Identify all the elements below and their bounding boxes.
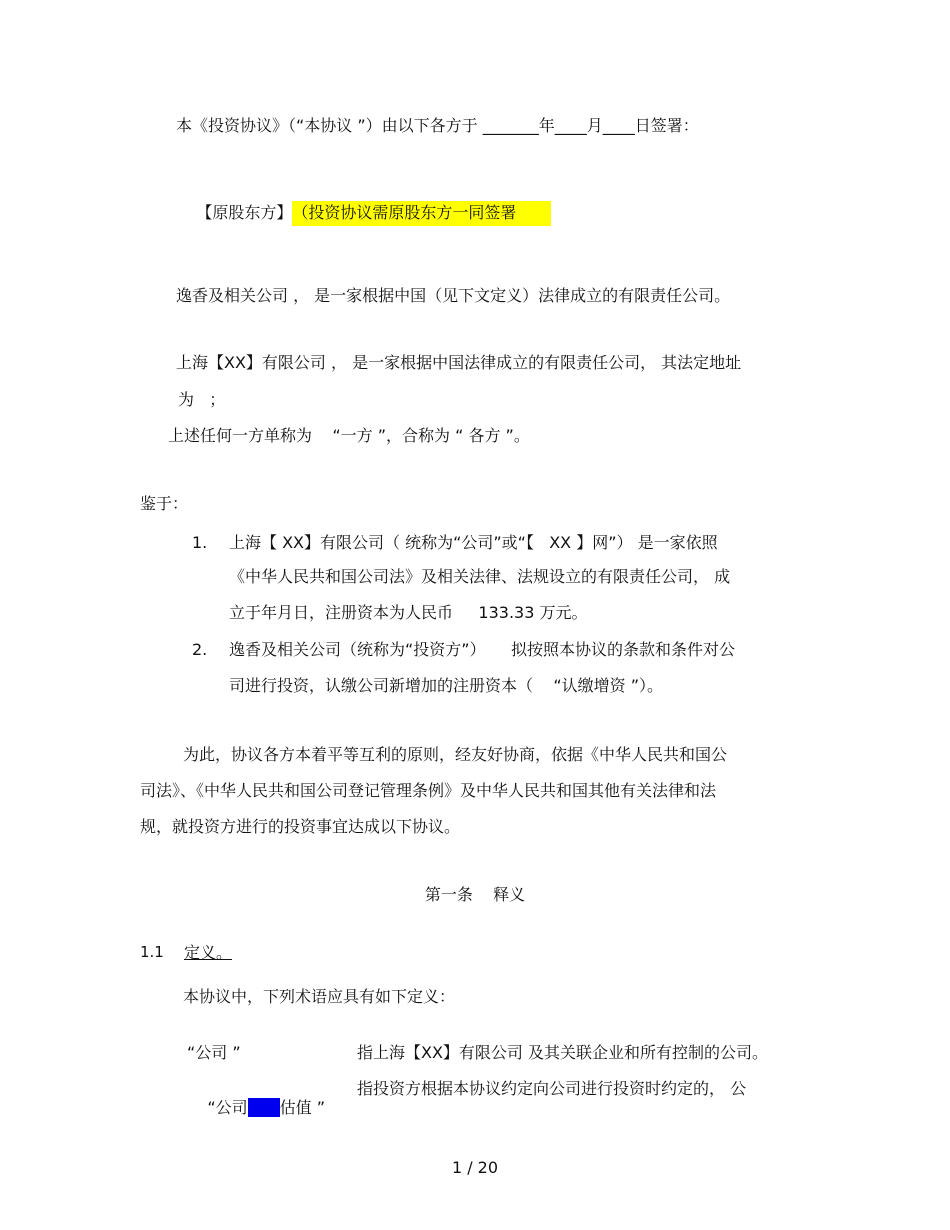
definition-term: “公司 ” [187,1043,241,1062]
article-title: 第一条 释义 [424,885,526,904]
recital-line: 规，就投资方进行的投资事宜达成以下协议。 [140,817,461,836]
original-shareholder-line [176,182,551,246]
company-party-line1: 上海【XX】有限公司 ， 是一家根据中国法律成立的有限责任公司， 其法定地址 [176,353,742,372]
definition-term [187,1079,325,1137]
page-number: 1 / 20 [451,1158,499,1177]
company-party-line2: 为 ； [178,390,226,409]
definition-term-prefix: “公司 [207,1098,248,1118]
whereas-heading: 鉴于： [140,494,189,513]
investor-party: 逸香及相关公司 ， 是一家根据中国（见下文定义）法律成立的有限责任公司。 [176,286,731,305]
definition-term-highlight: 投后 [247,1098,280,1118]
definition-text: 指上海【XX】有限公司 及其关联企业和所有控制的公司。 [357,1043,769,1062]
definition-text: 指投资方根据本协议约定向公司进行投资时约定的， 公 [357,1079,747,1098]
recital-line: 司法》、《中华人民共和国公司登记管理条例》及中华人民共和国其他有关法律和法 [140,781,717,800]
whereas-item-number: 1. [192,533,208,552]
whereas-item-number: 2. [192,640,208,659]
whereas-item-line: 立于年月日，注册资本为人民币 133.33 万元。 [229,603,588,622]
original-shareholder-label: 【原股东方】 [196,203,293,223]
section-title: 定义。 [184,943,233,962]
whereas-item-line: 上海【 XX】有限公司（ 统称为“公司”或“【 XX 】网”） 是一家依照 [229,533,718,552]
section-number: 1.1 [140,943,164,961]
whereas-item-line: 《中华人民共和国公司法》及相关法律、法规设立的有限责任公司， 成 [229,567,731,586]
collective-definition: 上述任何一方单称为 “一方 ”，合称为 “ 各方 ”。 [168,426,530,445]
whereas-item-line: 逸香及相关公司（统称为“投资方”） 拟按照本协议的条款和条件对公 [229,640,736,659]
original-shareholder-note: （投资协议需原股东方一同签署 [292,201,551,226]
whereas-item-line: 司进行投资，认缴公司新增加的注册资本（ “认缴增资 ”）。 [229,676,664,695]
section-intro: 本协议中，下列术语应具有如下定义： [183,987,456,1006]
intro-line: 本《投资协议》（“本协议 ”）由以下各方于 _______年____月____日签署： [176,116,699,135]
recital-line: 为此，协议各方本着平等互利的原则，经友好协商，依据《中华人民共和国公 [183,745,728,764]
definition-term-suffix: 估值 ” [279,1098,326,1118]
